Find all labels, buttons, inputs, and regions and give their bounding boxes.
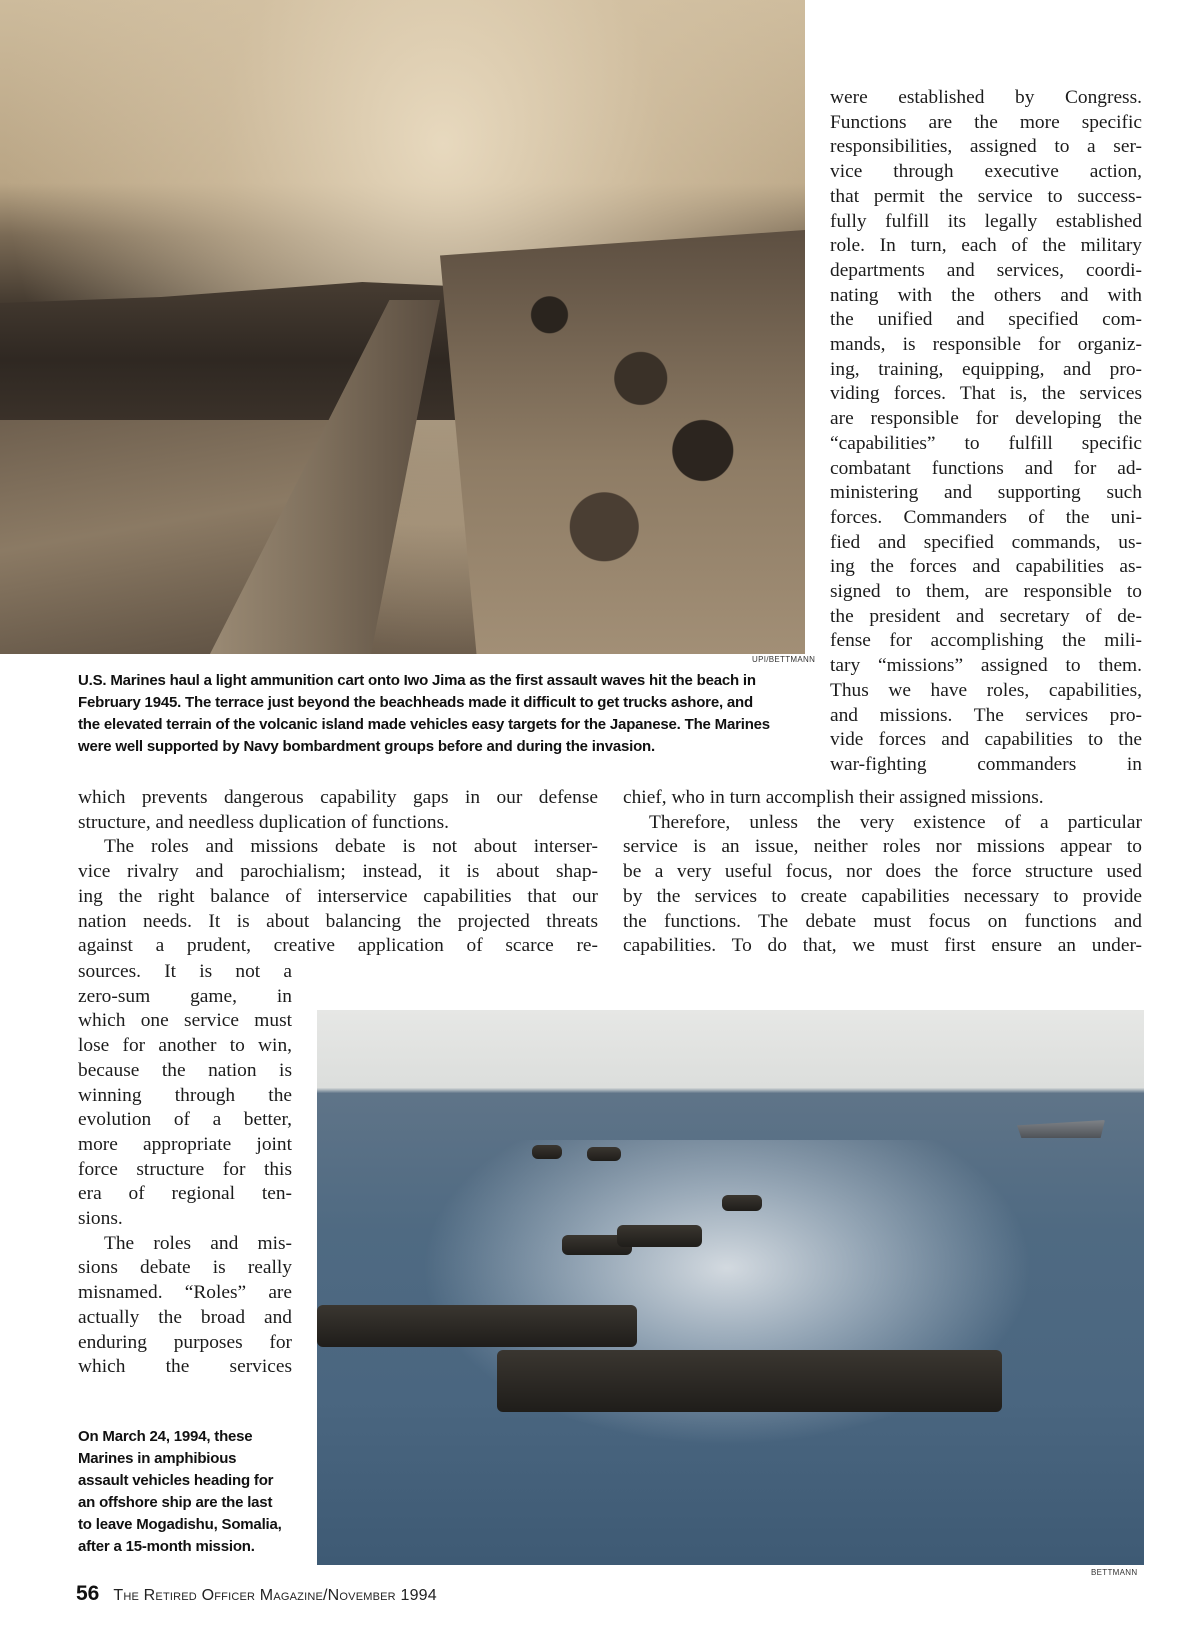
text-line: war-fighting commanders in [830,753,1142,775]
text-line: sources. It is not a [78,961,292,982]
text-line: nating with the others and with [830,284,1142,306]
caption-line: Marines in amphibious [78,1450,237,1467]
photo-vehicle [317,1305,637,1347]
text-line: The roles and mis- [104,1232,292,1254]
text-line: era of regional ten- [78,1183,292,1205]
text-line: vide forces and capabilities to the [830,729,1142,751]
photo-marines [440,230,805,654]
text-line: enduring purposes for [78,1331,292,1353]
photo-vehicle [497,1350,1002,1412]
photo-iwo-jima-landing [0,0,805,654]
text-line: signed to them, are responsible to [830,581,1142,603]
caption-line: February 1945. The terrace just beyond the beachheads made it difficult to get trucks ashore, and [78,694,753,711]
text-line: “capabilities” to fulfill specific [830,432,1142,454]
text-line: departments and services, coordi- [830,259,1142,281]
text-line: forces. Commanders of the uni- [830,506,1142,528]
caption-line: On March 24, 1994, these [78,1428,253,1445]
text-line: because the nation is [78,1059,292,1081]
text-line: are responsible for developing the [830,408,1142,430]
text-line: lose for another to win, [78,1035,292,1057]
text-line: mands, is responsible for organiz- [830,334,1142,356]
article-text-column-2 [623,786,1142,959]
article-text-narrow-column [78,960,292,1380]
photo-vehicle [532,1145,562,1159]
text-line: evolution of a better, [78,1109,292,1131]
photo-caption-somalia [78,1426,282,1558]
caption-line: the elevated terrain of the volcanic island made vehicles easy targets for the Japanese. The Marines [78,716,770,733]
text-line: Functions are the more specific [830,111,1142,133]
photo-caption-iwo-jima [78,670,770,758]
text-line: against a prudent, creative application of scarce re- [78,935,598,957]
photo-wake [397,1140,1057,1460]
photo-credit-somalia: BETTMANN [1091,1568,1138,1577]
text-line: and missions. The services pro- [830,704,1142,726]
text-line: ing the forces and capabilities as- [830,556,1142,578]
text-line: viding forces. That is, the services [830,383,1142,405]
text-line: zero-sum game, in [78,985,292,1007]
photo-offshore-ship [1017,1120,1105,1138]
text-line: ing, training, equipping, and pro- [830,358,1142,380]
text-line: ing the right balance of interservice capabilities that our [78,885,598,907]
text-line: nation needs. It is about balancing the projected threats [78,910,598,932]
caption-line: assault vehicles heading for [78,1472,274,1489]
text-line: vice rivalry and parochialism; instead, it is about shap- [78,861,598,883]
caption-line: an offshore ship are the last [78,1494,273,1511]
text-line: the functions. The debate must focus on functions and [623,910,1142,932]
text-line: sions debate is really [78,1257,292,1279]
caption-line: were well supported by Navy bombardment groups before and during the invasion. [78,738,655,755]
photo-somalia-amphibious-vehicles [317,1010,1144,1565]
text-line: more appropriate joint [78,1133,292,1155]
page-number: 56 [76,1582,100,1605]
caption-line: to leave Mogadishu, Somalia, [78,1516,282,1533]
text-line: fied and specified commands, us- [830,531,1142,553]
photo-vehicle [617,1225,702,1247]
text-line: by the services to create capabilities necessary to provide [623,885,1142,907]
text-line: the unified and specified com- [830,309,1142,331]
text-line: which one service must [78,1010,292,1032]
article-text-column-1 [78,786,598,959]
text-line: tary “missions” assigned to them. [830,655,1142,677]
text-line: were established by Congress. [830,87,1142,108]
caption-line: U.S. Marines haul a light ammunition cart onto Iwo Jima as the first assault waves hit the beach in [78,672,756,689]
text-line: ministering and supporting such [830,482,1142,504]
text-line: fense for accomplishing the mili- [830,630,1142,652]
text-line: Therefore, unless the very existence of a particular [649,811,1142,833]
text-line: chief, who in turn accomplish their assigned missions. [623,787,1044,808]
photo-credit-iwo-jima: UPI/BETTMANN [752,655,816,664]
text-line: responsibilities, assigned to a ser- [830,136,1142,158]
text-line: which the services [78,1356,292,1378]
text-line: Thus we have roles, capabilities, [830,679,1142,701]
text-line: the president and secretary of de- [830,605,1142,627]
text-line: winning through the [78,1084,292,1106]
text-line: capabilities. To do that, we must first ensure an under- [623,935,1142,957]
text-line: sions. [78,1208,123,1230]
page-footer [76,1582,437,1606]
text-line: be a very useful focus, nor does the force structure used [623,861,1142,883]
text-line: structure, and needless duplication of functions. [78,811,450,833]
caption-line: after a 15-month mission. [78,1538,255,1555]
text-line: role. In turn, each of the military [830,235,1142,257]
photo-vehicle [587,1147,621,1161]
magazine-name-date: The Retired Officer Magazine/November 1994 [113,1587,437,1604]
text-line: service is an issue, neither roles nor missions appear to [623,836,1142,858]
text-line: fully fulfill its legally established [830,210,1142,232]
text-line: force structure for this [78,1158,292,1180]
article-text-right-column [830,86,1142,778]
text-line: The roles and missions debate is not about interser- [104,836,598,858]
text-line: actually the broad and [78,1306,292,1328]
text-line: which prevents dangerous capability gaps in our defense [78,787,598,808]
text-line: misnamed. “Roles” are [78,1282,292,1304]
text-line: combatant functions and for ad- [830,457,1142,479]
photo-vehicle [722,1195,762,1211]
text-line: that permit the service to success- [830,185,1142,207]
text-line: vice through executive action, [830,161,1142,183]
